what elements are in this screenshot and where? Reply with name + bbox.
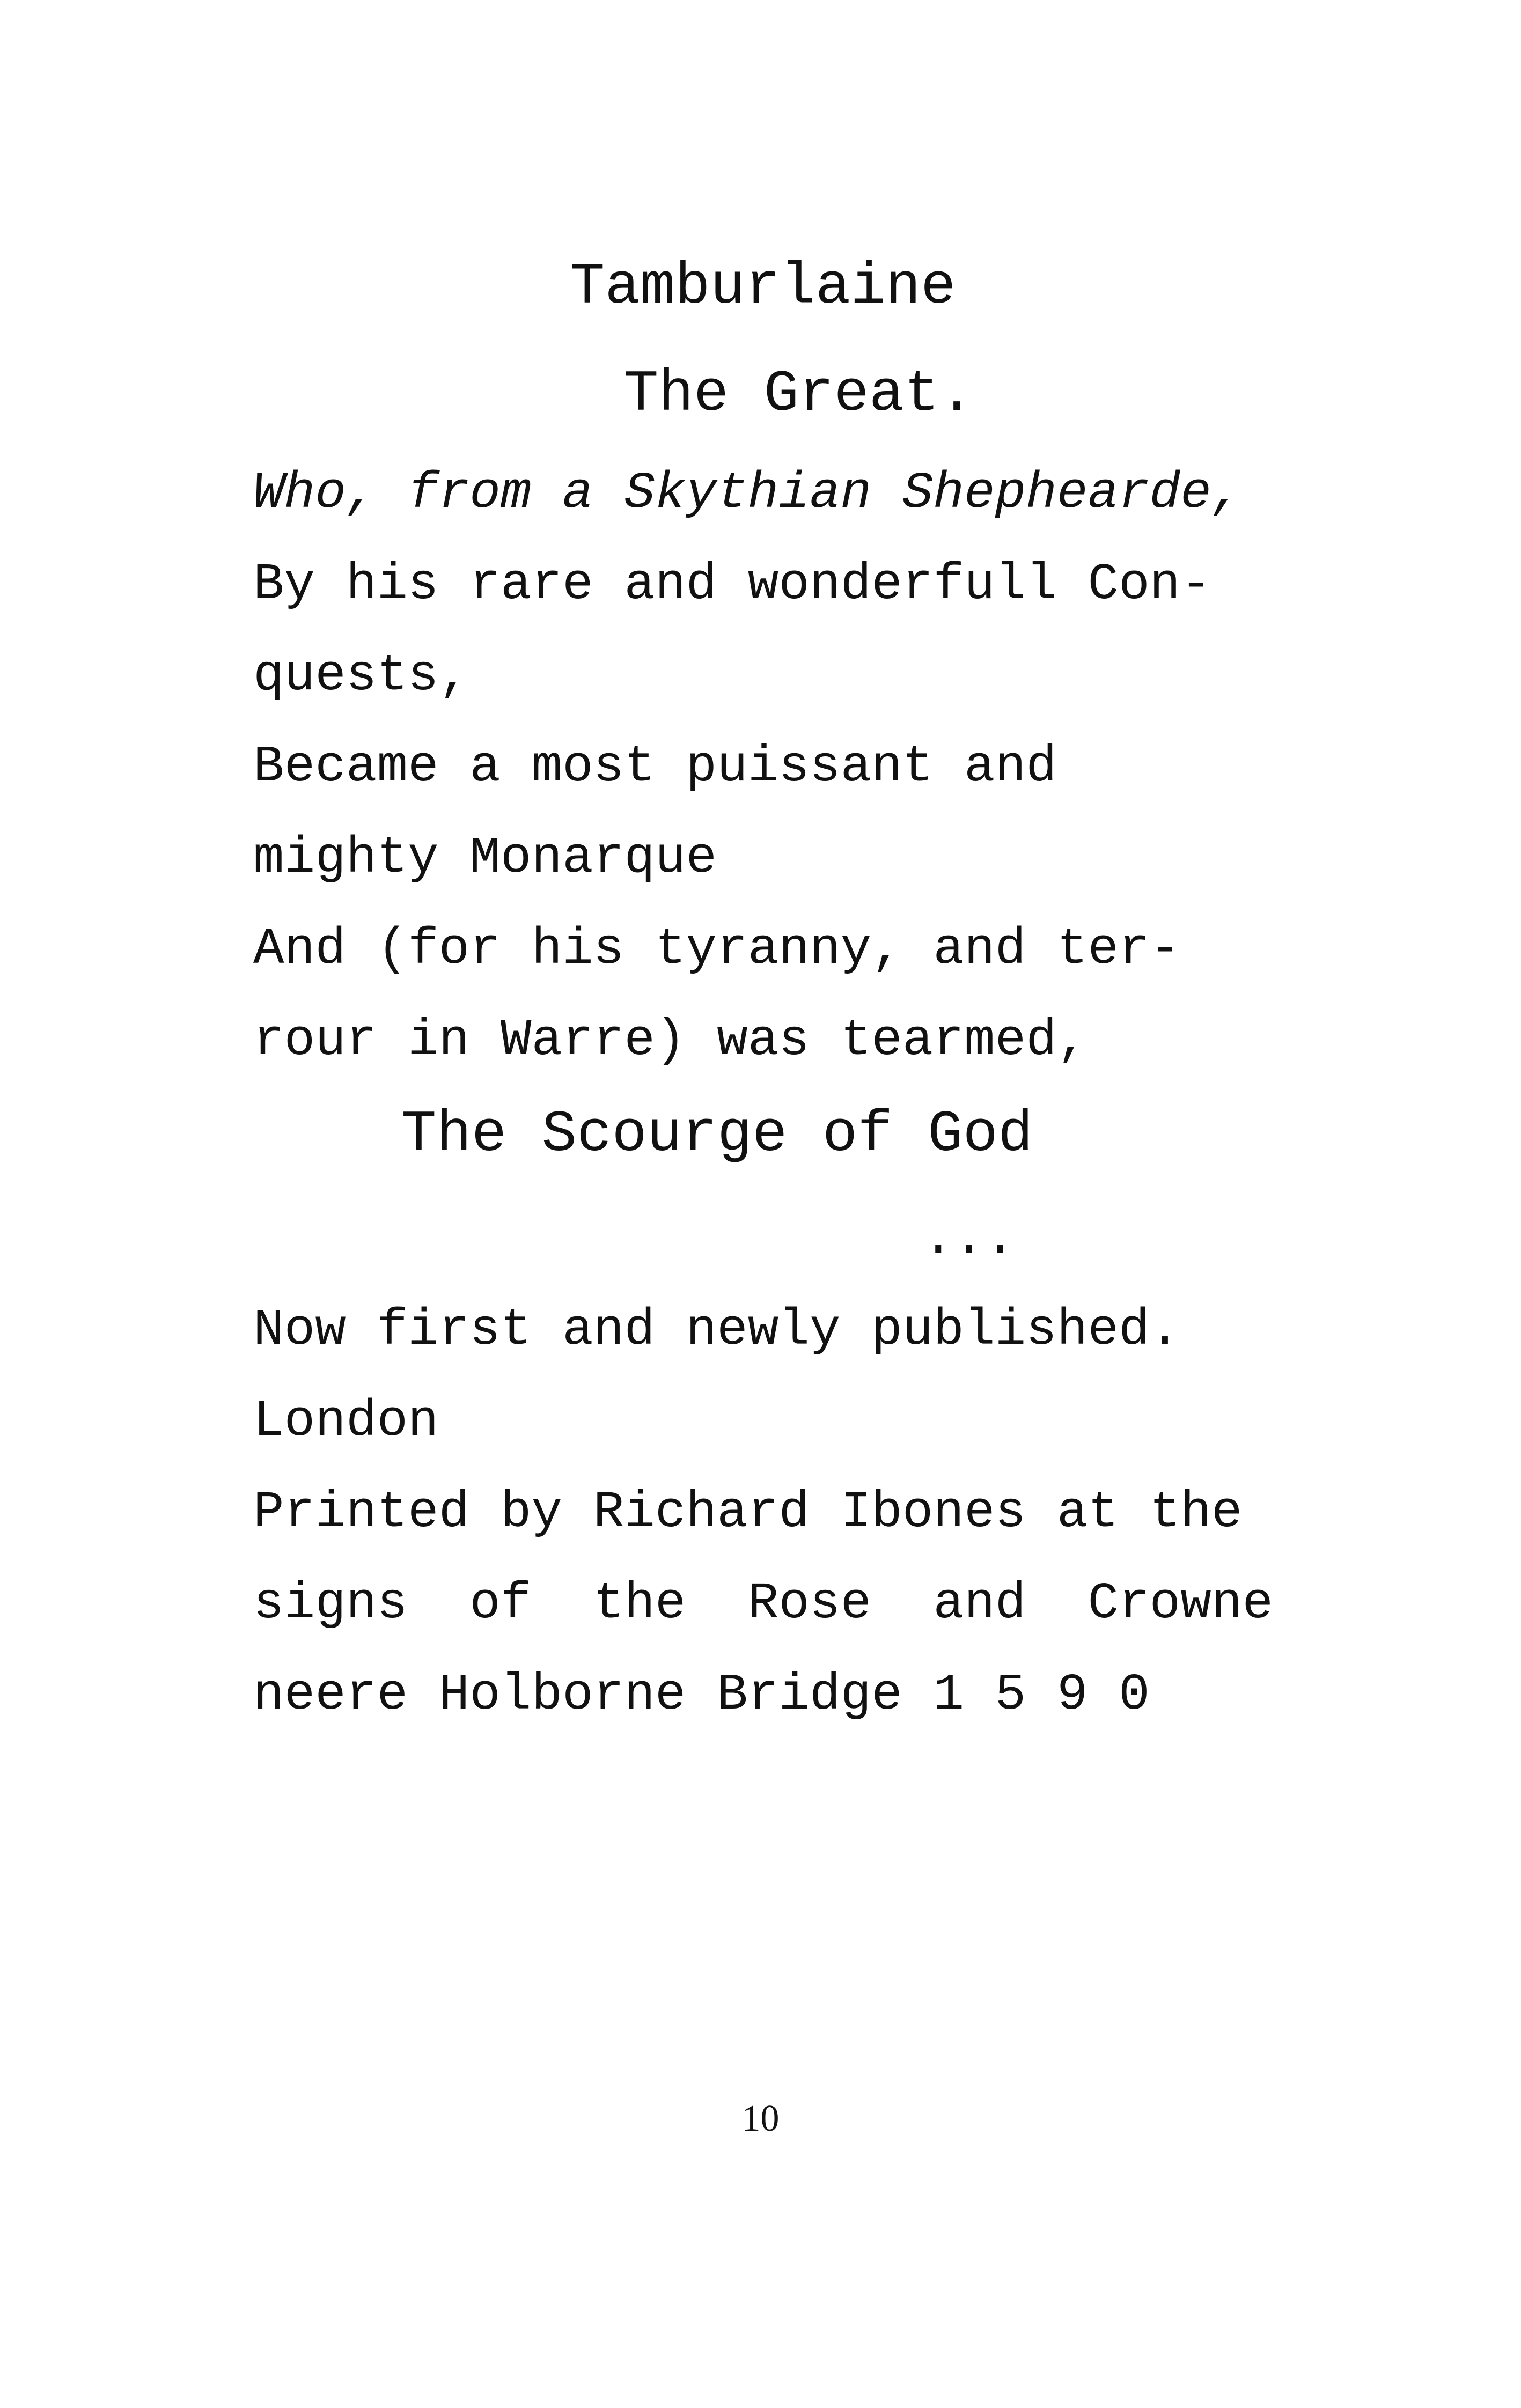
imprint-line-3: Printed by Richard Ibones at the xyxy=(253,1483,1243,1542)
imprint-line-2: London xyxy=(253,1392,439,1450)
epithet-heading: The Scourge of God xyxy=(401,1101,1033,1168)
title-line-1: Tamburlaine xyxy=(570,254,956,320)
body-line-3: Became a most puissant and xyxy=(253,738,1057,796)
body-line-2: quests, xyxy=(253,646,470,705)
body-line-5: And (for his tyranny, and ter- xyxy=(253,920,1181,978)
body-line-6: rour in Warre) was tearmed, xyxy=(253,1011,1088,1070)
subtitle-italic: Who, from a Skythian Shephearde, xyxy=(253,464,1243,522)
imprint-line-4: signs of the Rose and Crowne xyxy=(253,1574,1274,1633)
ellipsis: ... xyxy=(923,1210,1016,1268)
body-line-1: By his rare and wonderfull Con- xyxy=(253,555,1211,614)
body-line-4: mighty Monarque xyxy=(253,829,717,887)
title-line-2: The Great. xyxy=(623,361,975,428)
imprint-line-5: neere Holborne Bridge 1 5 9 0 xyxy=(253,1666,1150,1724)
page-number: 10 xyxy=(741,2098,780,2139)
imprint-line-1: Now first and newly published. xyxy=(253,1301,1181,1359)
